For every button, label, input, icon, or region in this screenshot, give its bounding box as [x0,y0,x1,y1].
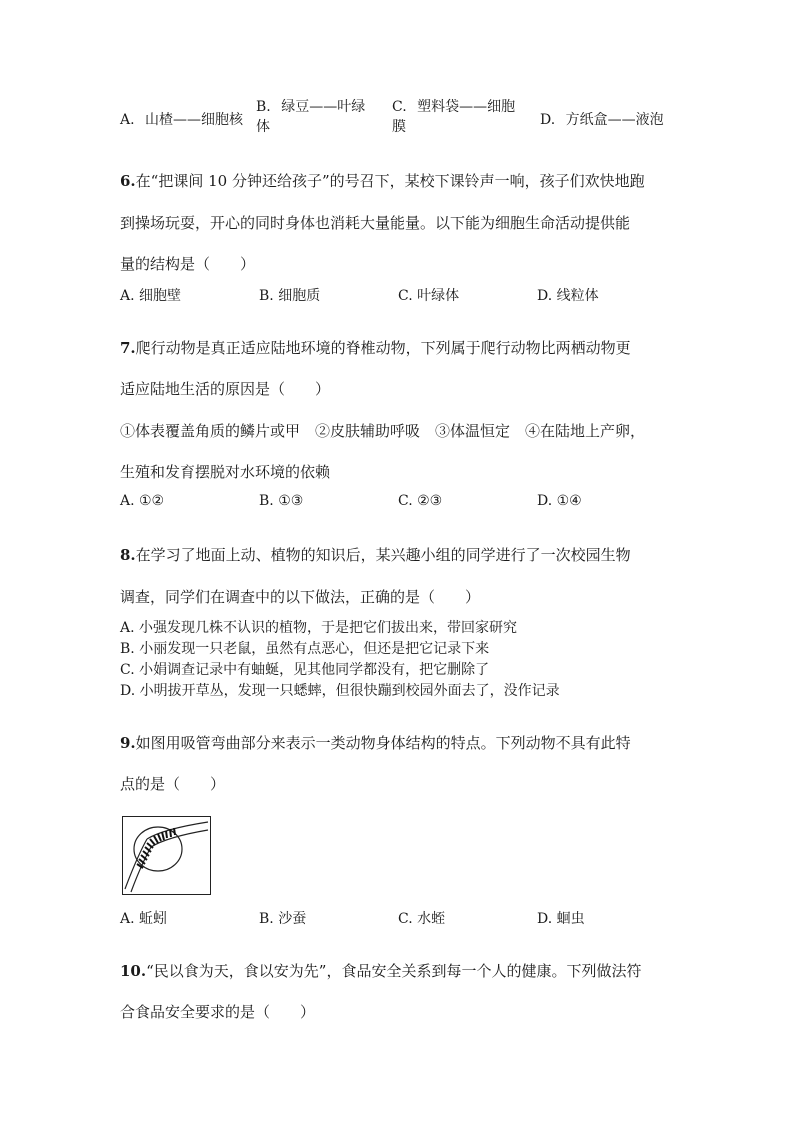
q9-option-c: C. 水蛭 [398,911,446,927]
q7-statements-line1: ①体表覆盖角质的鳞片或甲 ②皮肤辅助呼吸 ③体温恒定 ④在陆地上产卵， [120,422,646,440]
q10-stem-line1 [120,960,641,981]
question-text: “民以食为天，食以安为先”，食品安全关系到每一个人的健康。下列做法符 [146,962,642,980]
option-text: 塑料袋——细胞 [417,99,516,115]
q8-option-c: C. 小娟调查记录中有蚰蜒，见其他同学都没有，把它删除了 [120,662,490,678]
q8-option-d: D. 小明拔开草丛，发现一只蟋蟀，但很快蹦到校园外面去了，没作记录 [120,683,560,699]
q7-option-b: B. ①③ [259,493,304,509]
q7-option-d: D. ①④ [537,493,582,509]
question-number: 6. [120,172,136,190]
q7-statements-line2: 生殖和发育摆脱对水环境的依赖 [120,463,331,481]
q8-stem-line2: 调查，同学们在调查中的以下做法，正确的是（ ） [120,588,481,606]
question-number: 8. [120,546,136,564]
q8-stem-line1 [120,544,631,565]
q6-option-d: D. 线粒体 [537,288,599,304]
q9-stem-line2: 点的是（ ） [120,775,226,793]
q9-stem-line1 [120,732,631,753]
q6-option-a: A. 细胞壁 [120,288,182,304]
option-text: 方纸盒——液泡 [565,112,664,128]
bent-straw-illustration [123,817,209,893]
q9-option-a: A. 蚯蚓 [120,911,168,927]
option-text-wrap: 体 [256,119,270,135]
q7-option-c: C. ②③ [398,493,443,509]
option-letter: A. [120,112,135,128]
q6-option-b: B. 细胞质 [259,288,321,304]
option-text-wrap: 膜 [392,119,406,135]
bent-straw-figure [122,816,211,895]
q9-option-b: B. 沙蚕 [259,911,307,927]
q10-stem-line2: 合食品安全要求的是（ ） [120,1003,316,1021]
question-number: 10. [120,962,147,980]
q7-option-a: A. ①② [120,493,165,509]
q6-stem-line3: 量的结构是（ ） [120,255,256,273]
question-number: 7. [120,339,136,357]
q6-option-c: C. 叶绿体 [398,288,460,304]
question-text: 爬行动物是真正适应陆地环境的脊椎动物，下列属于爬行动物比两栖动物更 [135,339,631,357]
q5-option-b [256,97,365,137]
q9-option-d: D. 蛔虫 [537,911,585,927]
q5-option-d [540,109,664,129]
q5-option-a [120,109,243,129]
q6-stem-line1 [120,170,645,191]
q8-option-b: B. 小丽发现一只老鼠，虽然有点恶心，但还是把它记录下来 [120,641,490,657]
q7-stem-line2: 适应陆地生活的原因是（ ） [120,380,331,398]
question-number: 9. [120,734,136,752]
q7-stem-line1 [120,337,631,358]
q6-stem-line2: 到操场玩耍，开心的同时身体也消耗大量能量。以下能为细胞生命活动提供能 [120,214,631,232]
question-text: 如图用吸管弯曲部分来表示一类动物身体结构的特点。下列动物不具有此特 [135,734,631,752]
option-text: 绿豆——叶绿 [281,99,366,115]
option-text: 山楂——细胞核 [145,112,244,128]
question-text: 在“把课间 10 分钟还给孩子”的号召下，某校下课铃声一响，孩子们欢快地跑 [135,172,645,190]
option-letter: C. [392,99,407,115]
q5-option-c [392,97,515,137]
question-text: 在学习了地面上动、植物的知识后，某兴趣小组的同学进行了一次校园生物 [135,546,631,564]
option-letter: B. [256,99,271,115]
option-letter: D. [540,112,556,128]
q8-option-a: A. 小强发现几株不认识的植物，于是把它们拔出来，带回家研究 [120,620,518,636]
